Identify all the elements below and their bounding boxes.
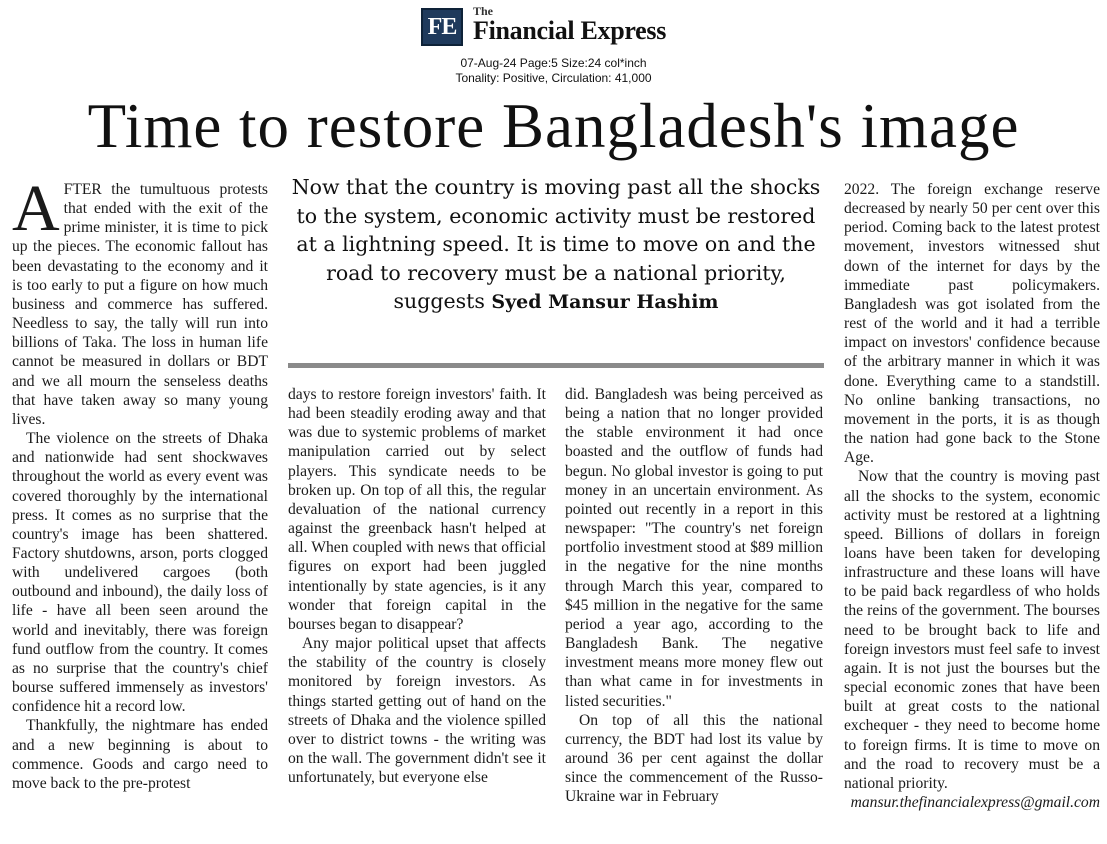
article-column-2: [288, 385, 546, 787]
masthead: [0, 0, 1107, 90]
fe-logo: FE: [421, 8, 463, 46]
author-byline: Syed Mansur Hashim: [491, 291, 719, 313]
clipping-tonality: Tonality: Positive, Circulation: 41,000: [455, 71, 652, 85]
paragraph-text: FTER the tumultuous protests that ended with the exit of the prime minister, it is time to pick up the pieces. The economic fallout has been devastating to the economy and it is too early to put a figure on how much business and commerce has suffered. Needless to say, the tally will run into billions of Taka. The loss in human life cannot be measured in dollars or BDT and we all mourn the senseless deaths that have taken away so many young lives.: [12, 181, 268, 428]
article-column-4: [844, 180, 1100, 812]
article-column-3: [565, 385, 823, 806]
pull-quote: [288, 173, 824, 317]
paragraph: did. Bangladesh was being perceived as being a nation that no longer provided the stable environment it had once boasted and the outflow of funds had begun. No global investor is going to put money in an uncertain environment. As pointed out recently in a report in this newspaper: "The country's net foreign portfolio investment stood at $89 million in the negative for the nine months through March this year, compared to $45 million in the negative for the same period a year ago, according to the Bangladesh Bank. The negative investment means more money flew out than what came in for investments in listed securities.": [565, 386, 823, 710]
paragraph: Thankfully, the nightmare has ended and a new beginning is about to commence. Goods and cargo need to move back to the pre-protest: [12, 717, 268, 792]
publication-the: The: [473, 4, 494, 18]
publication-name: Financial Express: [473, 16, 667, 45]
drop-cap: A: [12, 172, 60, 245]
paragraph: Now that the country is moving past all the shocks to the system, economic activity must be restored at a lightning speed. Billions of dollars in foreign loans have been taken for developing infrastructure and these loans will have to be paid back regardless of who holds the reins of the government. The bourses need to be brought back to life and foreign investors must feel safe to invest again. It is not just the bourses but the special economic zones that have been built at great costs to the national exchequer - they need to become home to foreign firms. It is time to move on and the road to recovery must be a national priority.: [844, 468, 1100, 792]
author-email: mansur.thefinancialexpress@gmail.com: [850, 794, 1100, 811]
paragraph: Any major political upset that affects the stability of the country is closely monitored by foreign investors. As things started getting out of hand on the streets of Dhaka and the violence spilled over to district towns - the writing was on the wall. The government didn't see it unfortunately, but everyone else: [288, 635, 546, 787]
divider-rule: [288, 363, 824, 368]
pull-quote-suggests: suggests: [393, 289, 485, 313]
paragraph: The violence on the streets of Dhaka and nationwide had sent shockwaves throughout the world as every event was covered thoroughly by the international press. It comes as no surprise that the country's image has been shattered. Factory shutdowns, arson, ports clogged with undelivered cargoes (both outbound and inbound), the daily loss of life - have all been seen around the world and inevitably, there was foreign fund outflow from the country. It comes as no surprise that the country's chief bourse suffered immensely as investors' confidence hit a record low.: [12, 430, 268, 716]
paragraph: days to restore foreign investors' faith. It had been steadily eroding away and that was due to systemic problems of market manipulation carried out by select players. This syndicate needs to be broken up. On top of all this, the regular devaluation of the national currency against the greenback hasn't helped at all. When coupled with news that official figures on export had been juggled intentionally by state agencies, is it any wonder that foreign capital in the bourses began to disappear?: [288, 386, 546, 633]
paragraph: [12, 172, 268, 429]
article-headline: Time to restore Bangladesh's image: [87, 91, 1020, 161]
clipping-info: 07-Aug-24 Page:5 Size:24 col*inch: [460, 56, 647, 70]
paragraph: 2022. The foreign exchange reserve decreased by nearly 50 per cent over this period. Coming back to the latest protest movement, investors witnessed shut down of the internet for days by the immediate past policymakers. Bangladesh was got isolated from the rest of the world and it had a terrible impact on investors' confidence because of the arbitrary manner in which it was done. Everything came to a standstill. No online banking transactions, no movement in the ports, it is as though the nation had gone back to the Stone Age.: [844, 181, 1100, 467]
article-column-1: [12, 172, 268, 793]
paragraph: On top of all this the national currency, the BDT had lost its value by around 36 per cent against the dollar since the commencement of the Russo-Ukraine war in February: [565, 711, 823, 806]
pull-quote-text: Now that the country is moving past all the shocks to the system, economic activity must be restored at a lightning speed. It is time to move on and the road to recovery must be a national priority,: [291, 175, 821, 285]
